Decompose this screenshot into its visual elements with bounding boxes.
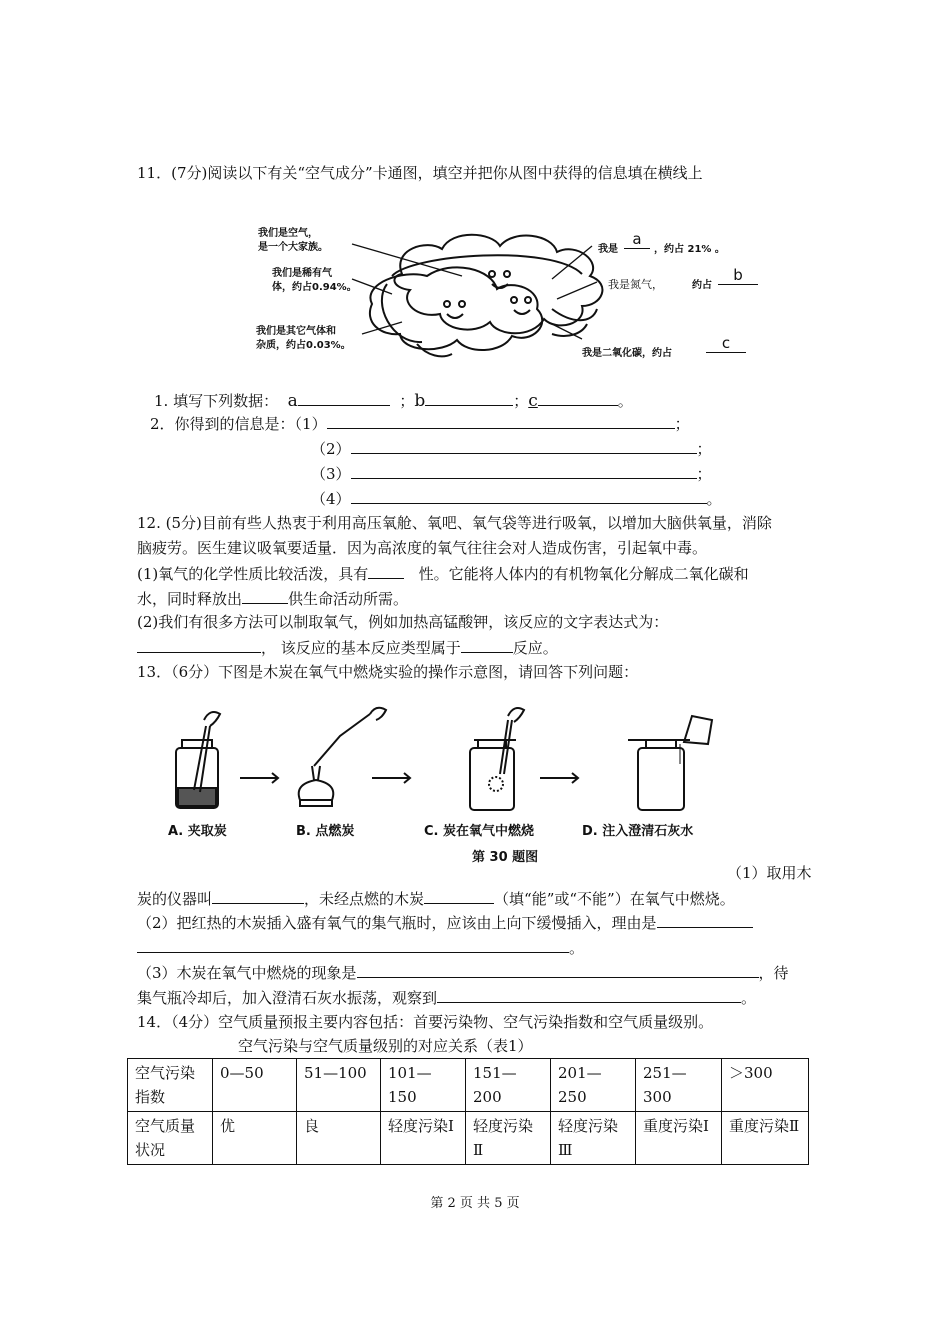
info-blank-4[interactable] [351,487,707,504]
cartoon-text-4: 体，约占0.94%。 [272,282,357,293]
q12-l3a: (1)氧气的化学性质比较活泼，具有 [137,565,369,583]
q13-p4b: 。 [741,989,757,1007]
charcoal-experiment-figure [160,700,720,870]
q12-l4a: 水，同时释放出 [137,590,243,608]
blank-energy[interactable] [242,587,288,604]
q12-line-5: (2)我们有很多方法可以制取氧气，例如加热高锰酸钾，该反应的文字表达式为： [137,613,669,631]
q13-p2-cont [137,936,584,959]
sep: ； [399,392,415,410]
c-label: c [528,391,538,411]
q13-p1b: 炭的仪器叫 [137,890,213,908]
q12-line-2: 脑疲劳。医生建议吸氧要适量．因为高浓度的氧气往往会对人造成伤害，引起氧中毒。 [137,539,708,557]
caption-d: D. 注入澄清石灰水 [582,824,694,839]
experiment-diagram [160,700,720,820]
air-composition-cartoon [252,214,772,374]
cartoon-co2: 我是二氧化碳，约占 [582,348,672,359]
table-cell: 0—50 [213,1059,297,1112]
info-blank-3[interactable] [351,462,697,479]
blank-b-input[interactable] [425,389,513,406]
q12-l4b: 供生命活动所需。 [288,590,409,608]
sep: ； [513,392,529,410]
caption-c: C. 炭在氧气中燃烧 [424,824,535,839]
table-cell: 101—150 [381,1059,466,1112]
table-cell: 51—100 [297,1059,381,1112]
caption-a: A. 夹取炭 [168,824,227,839]
q13-p3 [137,961,789,984]
table-cell: ＞300 [722,1059,809,1112]
q13-p3b: ，待 [758,964,789,982]
info-item-1-label: （1） [294,415,327,433]
info-blank-1[interactable] [327,412,675,429]
table-cell: 轻度污染Ⅲ [551,1112,636,1165]
cartoon-blank-a: a [624,230,650,249]
table-cell: 空气质量状况 [128,1112,213,1165]
q12-l3b: 性。它能将人体内的有机物氧化分解成二氧化碳和 [418,565,749,583]
q13-p2b: 。 [569,939,585,957]
q13-p1-start: （1）取用木 [727,864,812,882]
table-cell: 轻度污染Ⅰ [381,1112,466,1165]
cartoon-oxygen-suffix: ，约占 21% 。 [654,244,725,255]
blank-reason-2[interactable] [137,936,569,953]
q11-sub1 [154,389,633,412]
q13-p4a: 集气瓶冷却后，加入澄清石灰水振荡，观察到 [137,989,438,1007]
q13-title: 13．（6分）下图是木炭在氧气中燃烧实验的操作示意图，请回答下列问题： [137,663,639,681]
a-label: a [287,391,298,411]
blank-phenomenon[interactable] [357,961,759,978]
table-cell: 空气污染指数 [128,1059,213,1112]
blank-reason-1[interactable] [657,911,753,928]
cartoon-nitrogen-about: 约占 [692,280,712,291]
q11-sub2 [150,412,690,435]
table-row [128,1112,809,1165]
blank-a-input[interactable] [298,389,390,406]
info-item-2-label: （2） [311,440,351,458]
item-end: 。 [706,490,722,508]
blank-equation[interactable] [137,636,261,653]
q14-title: 14．（4分）空气质量预报主要内容包括：首要污染物、空气污染指数和空气质量级别。 [137,1013,714,1031]
blank-reaction-type[interactable] [461,636,513,653]
info-blank-2[interactable] [351,437,697,454]
blank-instrument[interactable] [212,887,304,904]
q12-line-1: 12. (5分)目前有些人热衷于利用高压氧舱、氧吧、氧气袋等进行吸氧，以增加大脑供氧量，消除 [137,514,772,532]
q13-p4 [137,986,756,1009]
blank-can-burn[interactable] [424,887,494,904]
blank-observation[interactable] [437,986,741,1003]
q11-title: 11．(7分)阅读以下有关“空气成分”卡通图，填空并把你从图中获得的信息填在横线上 [137,164,703,182]
table-cell: 151—200 [466,1059,551,1112]
table-cell: 重度污染Ⅰ [636,1112,722,1165]
table-cell: 优 [213,1112,297,1165]
item-end: ； [674,415,690,433]
q11-sub1-label: 1. 填写下列数据： [154,392,279,410]
table-cell: 良 [297,1112,381,1165]
cartoon-text-1: 我们是空气， [258,228,318,239]
q12-line-6 [137,636,558,659]
cartoon-text-2: 是一个大家族。 [258,242,328,253]
q14-table-caption: 空气污染与空气质量级别的对应关系（表1） [238,1037,533,1055]
q13-p2a: （2）把红热的木炭插入盛有氧气的集气瓶时，应该由上向下缓慢插入，理由是 [137,914,657,932]
end-mark: 。 [617,392,633,410]
q11-item-4 [311,487,722,510]
info-item-4-label: （4） [311,490,351,508]
cartoon-blank-c: c [706,334,746,353]
table-cell: 201—250 [551,1059,636,1112]
table-cell: 重度污染Ⅱ [722,1112,809,1165]
table-row [128,1059,809,1112]
q13-p1 [137,887,735,910]
blank-c-input[interactable] [538,389,618,406]
table-cell: 轻度污染Ⅱ [466,1112,551,1165]
q11-item-2 [311,437,712,460]
blank-property[interactable] [368,562,404,579]
q12-line-3 [137,562,749,585]
q13-p2 [137,911,753,934]
air-quality-table [127,1058,809,1165]
cartoon-text-3: 我们是稀有气 [272,268,332,279]
cartoon-nitrogen: 我是氮气， [608,278,663,291]
cartoon-text-6: 杂质，约占0.03%。 [256,340,351,351]
q12-l6b: 反应。 [512,639,558,657]
q12-line-4 [137,587,408,610]
item-end: ； [696,465,712,483]
b-label: b [414,391,426,411]
q11-sub2-label: 2．你得到的信息是： [150,415,295,433]
figure-title: 第 30 题图 [472,850,539,865]
q13-p1d: （填“能”或“不能”）在氧气中燃烧。 [494,890,735,908]
q13-p1c: ，未经点燃的木炭 [304,890,425,908]
info-item-3-label: （3） [311,465,351,483]
item-end: ； [696,440,712,458]
table-cell: 251—300 [636,1059,722,1112]
page-footer: 第 2 页 共 5 页 [430,1196,520,1211]
cartoon-blank-b: b [718,266,758,285]
q11-item-3 [311,462,712,485]
q12-l6a: ， 该反应的基本反应类型属于 [261,639,461,657]
q13-p3a: （3）木炭在氧气中燃烧的现象是 [137,964,357,982]
cartoon-text-5: 我们是其它气体和 [256,326,336,337]
caption-b: B. 点燃炭 [296,824,355,839]
cartoon-oxygen-prefix: 我是 [598,244,618,255]
